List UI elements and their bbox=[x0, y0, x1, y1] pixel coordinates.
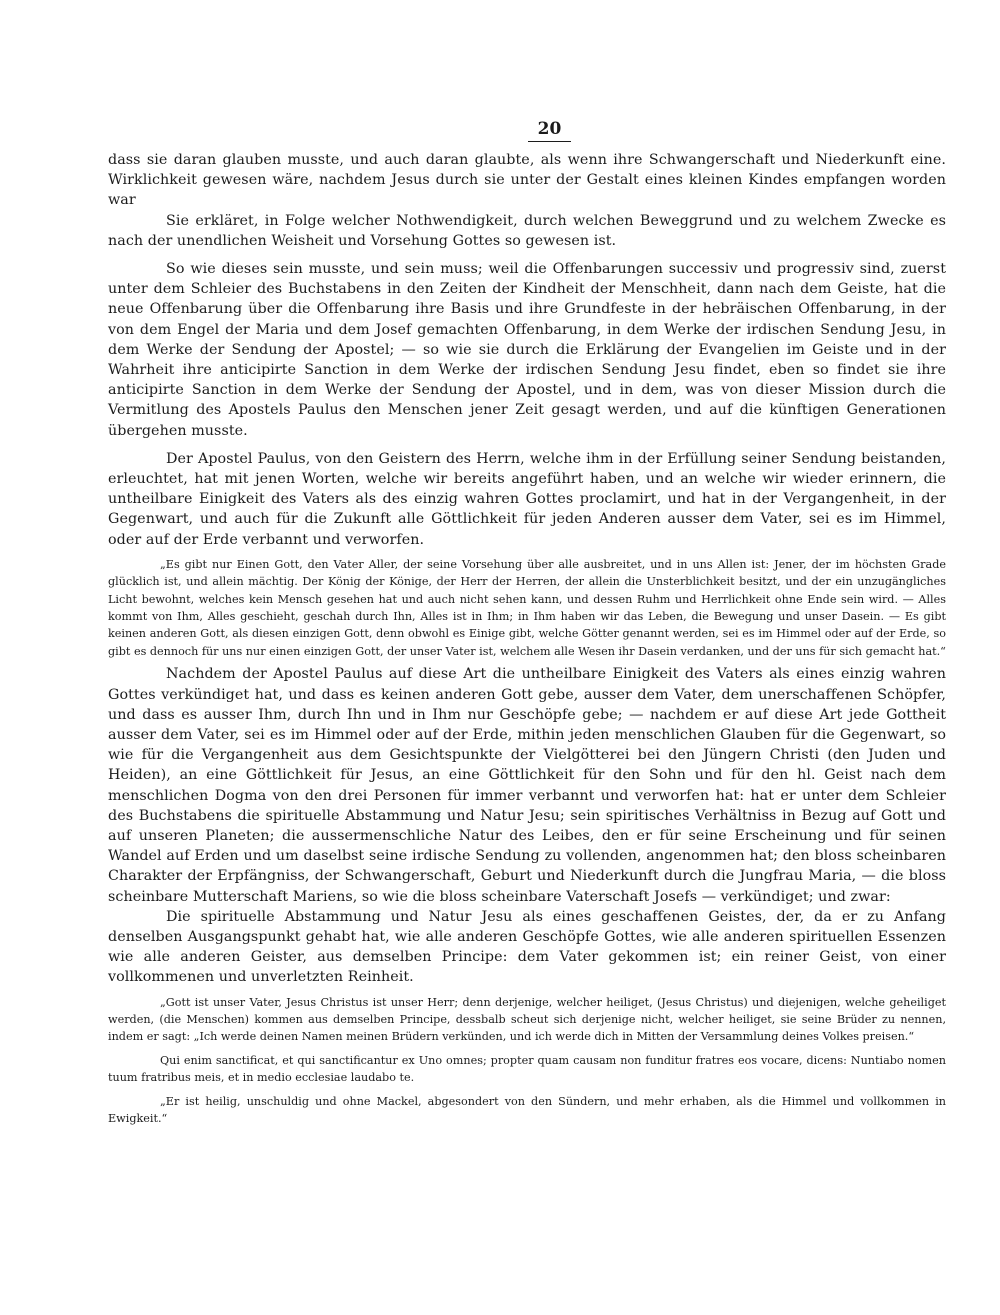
paragraph-nachdem: Nachdem der Apostel Paulus auf diese Art die untheilbare Einigkeit des Vaters als eines einzig wahren Gottes verkündiget hat, und dass es keinen anderen Gott gebe, ausser dem Vater, dem unerschaffenen Schöpfer, und dass es ausser Ihm, durch Ihn und in Ihm nur Geschöpfe gebe; — nachdem er auf diese Art jede Gottheit ausser dem Vater, sei es im Himmel oder auf der Erde, mithin jeden menschlichen Glauben für die Gegenwart, so wie für die Vergangenheit aus dem Gesichtspunkte der Vielgötterei bei den Jüngern Christi (den Juden und Heiden), an eine Göttlichkeit für Jesus, an eine Göttlichkeit für den Sohn und für den hl. Geist nach dem menschlichen Dogma von den drei Personen für immer verbannt und verworfen hat: hat er unter dem Schleier des Buchstabens die spirituelle Abstammung und Natur Jesu; sein spiritisches Verhältniss in Bezug auf Gott und auf unseren Planeten; die aussermenschliche Natur des Leibes, den er für seine Erscheinung und für seinen Wandel auf Erden und um daselbst seine irdische Sendung zu vollenden, angenommen hat; den bloss scheinbaren Charakter der Erpfängniss, der Schwangerschaft, Geburt und Niederkunft durch die Jungfrau Maria, — die bloss scheinbare Mutterschaft Mariens, so wie die bloss scheinbare Vaterschaft Josefs — verkündiget; und zwar: bbox=[108, 666, 946, 905]
quote-er-ist-heilig: „Er ist heilig, unschuldig und ohne Mackel, abgesondert von den Sündern, und mehr erhaben, als die Himmel und vollkommen in Ewigkeit.“ bbox=[108, 1094, 946, 1125]
quote-latin: Qui enim sanctificat, et qui sanctificantur ex Uno omnes; propter quam causam non funditur fratres eos vocare, dicens: Nuntiabo nomen tuum fratribus meis, et in medio ecclesiae laudabo te. bbox=[108, 1053, 946, 1085]
paragraph-spirituelle-abstammung: Die spirituelle Abstammung und Natur Jesu als eines geschaffenen Geistes, der, da er zu Anfang denselben Ausgangspunkt gehabt hat, wie alle anderen Geschöpfe Gottes, wie alle anderen spirituellen Essenzen wie alle anderen Geister, aus demselben Principe: dem Vater gekommen ist; ein reiner Geist, von einer vollkommenen und unverletzten Reinheit. bbox=[108, 908, 946, 986]
paragraph-continuation: dass sie daran glauben musste, und auch daran glaubte, als wenn ihre Schwangerschaft und Niederkunft eine. Wirklichkeit gewesen wäre, nachdem Jesus durch sie unter der Gestalt eines kleinen Kindes empfangen worden war bbox=[108, 152, 946, 209]
paragraph-erklaeret: Sie erkläret, in Folge welcher Nothwendigkeit, durch welchen Beweggrund und zu welchem Zwecke es nach der unendlichen Weisheit und Vorsehung Gottes so gewesen ist. bbox=[108, 212, 946, 249]
page-number bbox=[153, 118, 946, 142]
quote-einen-gott: „Es gibt nur Einen Gott, den Vater Aller, der seine Vorsehung über alle ausbreitet, und in uns Allen ist: Jener, der im höchsten Grade glücklich ist, und allein mächtig. Der König der Könige, der Herr der Herren, der allein die Unsterblichkeit besitzt, und der ein unzugängliches Licht bewohnt, welches kein Mensch gesehen hat und auch nicht sehen kann, und dessen Ruhm und Herrlichkeit ohne Ende sein wird. — Alles kommt von Ihm, Alles geschieht, geschah durch Ihn, Alles ist in Ihm; in Ihm haben wir das Leben, die Bewegung und unser Dasein. — Es gibt keinen anderen Gott, als diesen einzigen Gott, denn obwohl es Einige gibt, welche Götter genannt werden, sei es im Himmel oder auf der Erde, so gibt es dennoch für uns nur einen einzigen Gott, der unser Vater ist, welchem alle Wesen ihr Dasein verdanken, und der uns für sich gemacht hat.“ bbox=[108, 557, 946, 658]
paragraph-apostel-paulus: Der Apostel Paulus, von den Geistern des Herrn, welche ihm in der Erfüllung seiner Sendung beistanden, erleuchtet, hat mit jenen Worten, welche wir bereits angeführt haben, und an welche wir wieder erinnern, die untheilbare Einigkeit des Vaters als des einzig wahren Gottes proclamirt, und hat in der Vergangenheit, in der Gegenwart, und auch für die Zukunft alle Göttlichkeit für jeden Anderen ausser dem Vater, sei es im Himmel, oder auf der Erde verbannt und verworfen. bbox=[108, 450, 946, 548]
page-number-text: 20 bbox=[528, 118, 572, 142]
quote-gott-unser-vater: „Gott ist unser Vater, Jesus Christus ist unser Herr; denn derjenige, welcher heiliget, (Jesus Christus) und diejenigen, welche geheiliget werden, (die Menschen) kommen aus demselben Principe, dessbalb scheut sich derjenige nicht, welcher heiliget, sie seine Brüder zu nennen, indem er sagt: „Ich werde deinen Namen meinen Brüdern verkünden, und ich werde dich in Mitten der Versammlung deines Volkes preisen.“ bbox=[108, 995, 946, 1044]
document-page bbox=[108, 118, 946, 1131]
paragraph-offenbarungen: So wie dieses sein musste, und sein muss; weil die Offenbarungen successiv und progressiv sind, zuerst unter dem Schleier des Buchstabens in den Zeiten der Kindheit der Menschheit, dann nach dem Geiste, hat die neue Offenbarung über die Offenbarung ihre Basis und ihre Grundfeste in der hebräischen Offenbarung, in der von dem Engel der Maria und dem Josef gemachten Offenbarung, in dem Werke der irdischen Sendung Jesu, in dem Werke der Sendung der Apostel; — so wie sie durch die Erklärung der Evangelien im Geiste und in der Wahrheit ihre anticipirte Sanction in dem Werke der irdischen Sendung Jesu findet, eben so findet sie ihre anticipirte Sanction in dem Werke der Sendung der Apostel, und in dem, was von dieser Mission durch die Vermitlung des Apostels Paulus den Menschen jener Zeit gesagt werden, und auf die künftigen Generationen übergehen musste. bbox=[108, 261, 946, 439]
